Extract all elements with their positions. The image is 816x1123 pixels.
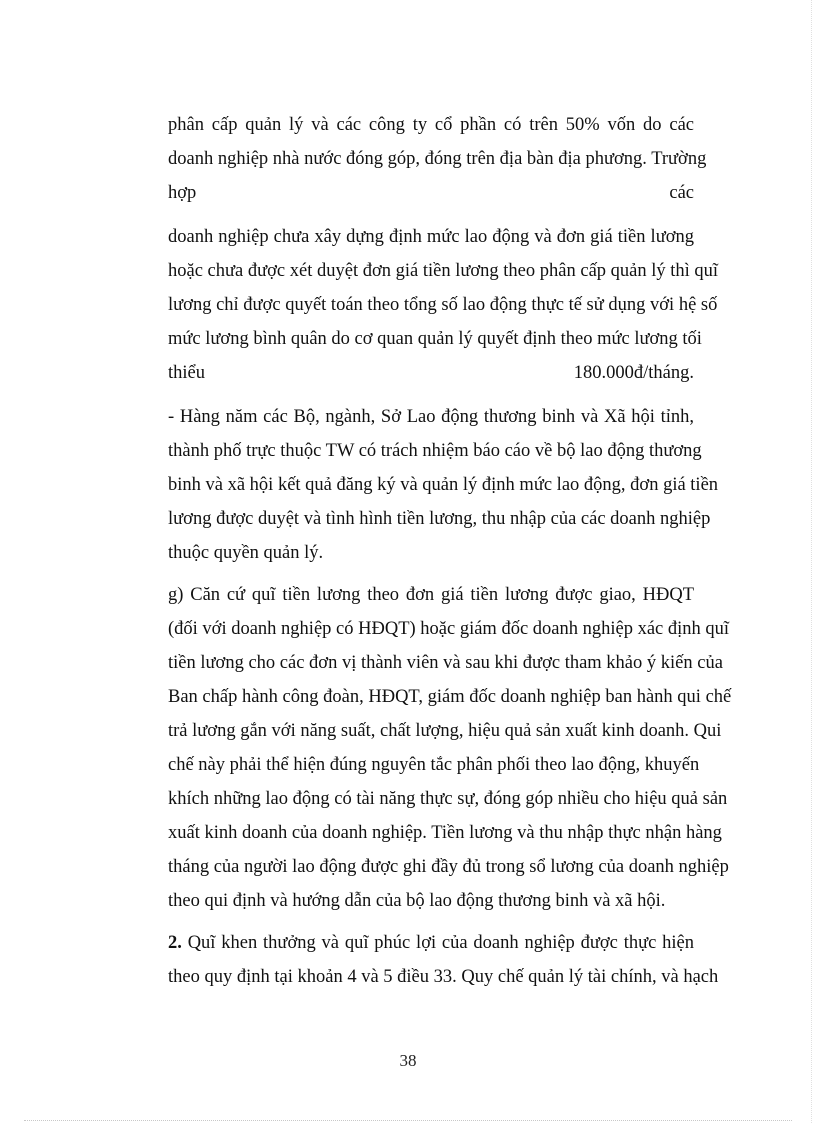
text-line: - Hàng năm các Bộ, ngành, Sở Lao động thương binh và Xã hội tỉnh, [168, 407, 694, 427]
text-line: khích những lao động có tài năng thực sự, đóng góp nhiều cho hiệu quả sản [168, 789, 728, 809]
text-line: doanh nghiệp nhà nước đóng góp, đóng trên địa bàn địa phương. Trường [168, 149, 707, 169]
text-line: thuộc quyền quản lý. [168, 543, 324, 563]
text-fragment: thiểu [168, 363, 205, 383]
text-line: thành phố trực thuộc TW có trách nhiệm báo cáo về bộ lao động thương [168, 441, 702, 461]
text-line: Ban chấp hành công đoàn, HĐQT, giám đốc doanh nghiệp ban hành qui chế [168, 687, 732, 707]
text-line: lương được duyệt và tình hình tiền lương, thu nhập của các doanh nghiệp [168, 509, 711, 529]
text-line: theo qui định và hướng dẫn của bộ lao động thương binh và xã hội. [168, 891, 666, 911]
text-line-split [168, 361, 694, 385]
text-fragment: hợp [168, 183, 197, 203]
page-bottom-rule [24, 1120, 792, 1121]
section-number: 2. [168, 933, 182, 953]
text-line: xuất kinh doanh của doanh nghiệp. Tiền lương và thu nhập thực nhận hàng [168, 823, 722, 843]
text-line: trả lương gắn với năng suất, chất lượng, hiệu quả sản xuất kinh doanh. Qui [168, 721, 722, 741]
text-line: mức lương bình quân do cơ quan quản lý quyết định theo mức lương tối [168, 329, 702, 349]
text-line: tháng của người lao động được ghi đầy đủ trong sổ lương của doanh nghiệp [168, 857, 729, 877]
text-line: g) Căn cứ quĩ tiền lương theo đơn giá tiền lương được giao, HĐQT [168, 585, 694, 605]
text-line: tiền lương cho các đơn vị thành viên và sau khi được tham khảo ý kiến của [168, 653, 723, 673]
text-line: hoặc chưa được xét duyệt đơn giá tiền lương theo phân cấp quản lý thì quĩ [168, 261, 719, 281]
page-number: 38 [399, 1051, 417, 1070]
text-line: (đối với doanh nghiệp có HĐQT) hoặc giám đốc doanh nghiệp xác định quĩ [168, 619, 730, 639]
text-line: binh và xã hội kết quả đăng ký và quản lý định mức lao động, đơn giá tiền [168, 475, 719, 495]
text-line: phân cấp quản lý và các công ty cổ phần có trên 50% vốn do các [168, 115, 694, 135]
text-fragment: Quĩ khen thưởng và quĩ phúc lợi của doanh nghiệp được thực hiện [181, 933, 694, 953]
text-line-split [168, 181, 694, 205]
text-line: theo quy định tại khoản 4 và 5 điều 33. Quy chế quản lý tài chính, và hạch [168, 967, 719, 987]
text-line: doanh nghiệp chưa xây dựng định mức lao động và đơn giá tiền lương [168, 227, 694, 247]
text-line: lương chỉ được quyết toán theo tổng số lao động thực tế sử dụng với hệ số [168, 295, 718, 315]
text-line: chế này phải thể hiện đúng nguyên tắc phân phối theo lao động, khuyến [168, 755, 700, 775]
text-fragment: các [669, 183, 694, 203]
text-fragment: 180.000đ/tháng. [573, 363, 694, 383]
page-side-rule [811, 0, 812, 1123]
text-line [168, 931, 694, 955]
